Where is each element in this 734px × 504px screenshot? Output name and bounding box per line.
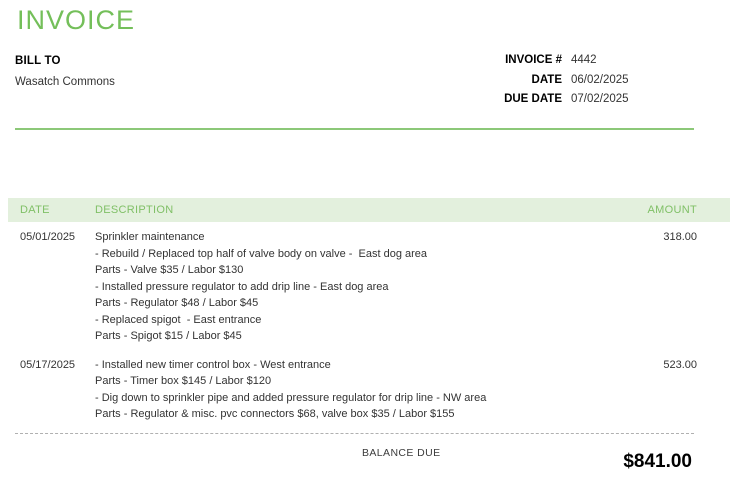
invoice-date-value: 06/02/2025 <box>571 73 629 86</box>
invoice-number-label: INVOICE # <box>505 54 562 66</box>
due-date-label: DUE DATE <box>504 93 562 105</box>
invoice-date-label: DATE <box>531 73 562 86</box>
description-line: - Replaced spigot - East entrance <box>95 313 262 326</box>
row-date: 05/17/2025 <box>20 358 76 371</box>
description-line: Sprinkler maintenance <box>95 231 205 243</box>
bill-to-name: Wasatch Commons <box>15 76 115 88</box>
table-row <box>8 350 730 428</box>
due-date-value: 07/02/2025 <box>571 93 629 105</box>
row-amount: 318.00 <box>663 231 697 243</box>
description-line: Parts - Timer box $145 / Labor $120 <box>95 375 272 387</box>
row-amount: 523.00 <box>663 358 697 371</box>
page-title: INVOICE <box>17 5 136 35</box>
balance-due-label: BALANCE DUE <box>362 447 441 459</box>
table-row <box>8 222 730 350</box>
line-items-table <box>8 198 730 428</box>
description-line: Parts - Regulator $48 / Labor $45 <box>95 297 259 309</box>
description-line: - Rebuild / Replaced top half of valve body on valve - East dog area <box>95 247 428 260</box>
description-line: - Installed new timer control box - West entrance <box>95 358 331 371</box>
invoice-meta <box>430 54 690 105</box>
description-line: - Dig down to sprinkler pipe and added pressure regulator for drip line - NW area <box>95 391 487 404</box>
dashed-separator <box>15 433 694 434</box>
description-line: Parts - Regulator & misc. pvc connectors $68, valve box $35 / Labor $155 <box>95 408 455 420</box>
invoice-number-value: 4442 <box>571 54 597 66</box>
column-header-description: DESCRIPTION <box>95 204 174 216</box>
description-line: - Installed pressure regulator to add drip line - East dog area <box>95 280 389 293</box>
green-divider <box>15 128 694 130</box>
description-line: Parts - Spigot $15 / Labor $45 <box>95 330 242 342</box>
balance-due-amount: $841.00 <box>623 451 692 472</box>
row-description <box>85 229 610 345</box>
row-description <box>85 357 610 423</box>
column-header-amount: AMOUNT <box>647 204 697 216</box>
description-line: Parts - Valve $35 / Labor $130 <box>95 264 244 276</box>
bill-to-label: BILL TO <box>15 55 61 67</box>
row-date: 05/01/2025 <box>20 231 76 243</box>
table-header-row <box>8 198 730 222</box>
column-header-date: DATE <box>20 204 50 216</box>
